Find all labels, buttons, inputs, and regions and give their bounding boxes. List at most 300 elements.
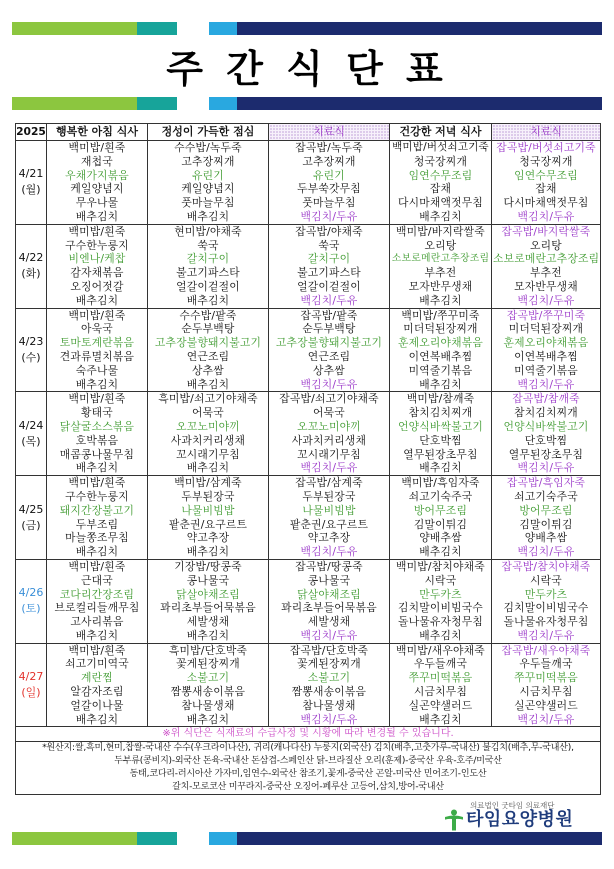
breakfast-menu-item: 구수한누룽지 <box>65 238 129 252</box>
stripe-segment-green <box>12 97 137 110</box>
origin-line: *원산지:쌀,흑미,현미,찹쌀-국내산 수수(우크라이나산), 귀리(캐나다산) 누룽지(외국산) 김치(배추,고춧가루-국내산) 불김치(배추,무-국내산), <box>42 743 574 754</box>
lunch-header <box>148 124 269 141</box>
lunch-menu-item: 참나물생채 <box>181 698 235 712</box>
breakfast-cell <box>47 559 148 643</box>
breakfast-menu-item: 백미밥/흰죽 <box>68 224 126 238</box>
stripe-segment-green <box>12 832 137 845</box>
lunch-menu-item: 꽃게된장찌개 <box>176 657 240 671</box>
breakfast-header-label: 행복한 아침 식사 <box>55 125 139 138</box>
year-header <box>16 124 47 141</box>
dinner-therapy-menu-item: 잡곡밥/참치야채죽 <box>501 559 591 573</box>
breakfast-menu-item: 계란찜 <box>81 671 113 685</box>
dinner-therapy-menu-item: 다시마채액젓무침 <box>503 196 589 210</box>
breakfast-menu-item: 백미밥/흰죽 <box>68 141 126 154</box>
notice-row <box>16 727 601 742</box>
year-label: 2025 <box>16 125 46 138</box>
stripe-segment-cyan <box>209 97 237 110</box>
date-label: 4/21 <box>18 167 44 181</box>
lunch-menu-item: 흑미밥/단호박죽 <box>168 643 248 657</box>
lunch-cell <box>148 559 269 643</box>
date-label: 4/23 <box>18 334 44 348</box>
origin-cell <box>16 742 601 795</box>
dinner-menu-item: 백미밥/새우야채죽 <box>396 643 485 657</box>
date-cell <box>16 392 47 476</box>
breakfast-menu-item: 호박볶음 <box>75 433 119 447</box>
lunch-cell <box>148 392 269 476</box>
dinner-therapy-menu-item: 양배추쌈 <box>524 531 568 545</box>
lunch-therapy-menu-item: 풋마늘무침 <box>302 196 356 210</box>
dinner-therapy-menu-item: 실곤약샐러드 <box>514 698 578 712</box>
dinner-menu-item: 백미밥/참깨죽 <box>406 392 475 406</box>
breakfast-cell <box>47 141 148 225</box>
dinner-therapy-menu-item: 김말이튀김 <box>519 517 573 531</box>
lunch-menu-item: 갈치구이 <box>186 252 230 266</box>
dinner-menu-item: 열무된장초무침 <box>403 447 478 461</box>
dinner-cell <box>390 559 492 643</box>
lunch-therapy-cell <box>269 476 390 560</box>
weekday-label: (목) <box>21 434 41 448</box>
dinner-menu-item: 배추김치 <box>419 628 462 642</box>
lunch-menu-item: 배추김치 <box>186 545 230 559</box>
dinner-menu-item: 소보로메란고추장조림 <box>391 253 490 265</box>
day-row <box>16 308 601 392</box>
lunch-therapy-cell <box>269 559 390 643</box>
dinner-therapy-menu-item: 미역줄기볶음 <box>514 363 578 377</box>
lunch-therapy-menu-item: 어묵국 <box>313 406 345 420</box>
lunch-therapy-menu-item: 잡곡밥/녹두죽 <box>295 141 363 154</box>
lunch-menu-item: 꼬시래기무침 <box>176 447 240 461</box>
lunch-menu-item: 꽈리초부들어묵볶음 <box>160 601 256 615</box>
breakfast-menu-item: 배추김치 <box>75 209 119 223</box>
lunch-therapy-menu-item: 백김치/두유 <box>300 712 358 726</box>
hospital-name: 타임요양병원 <box>466 809 574 830</box>
dinner-therapy-menu-item: 오리탕 <box>530 238 562 252</box>
dinner-menu-item: 백미밥/버섯쇠고기죽 <box>392 141 489 153</box>
dinner-therapy-header-label: 치료식 <box>530 125 562 138</box>
breakfast-menu-item: 배추김치 <box>75 628 119 642</box>
dinner-therapy-menu-item: 만두카츠 <box>524 587 568 601</box>
lunch-therapy-menu-item: 잡곡밥/땅콩죽 <box>295 559 363 573</box>
dinner-therapy-menu-item: 잡곡밥/흑임자죽 <box>506 476 586 490</box>
dinner-therapy-menu-item: 방어무조림 <box>519 503 573 517</box>
lunch-therapy-menu-item: 팥춘권/요구르트 <box>289 517 369 531</box>
lunch-therapy-menu-item: 잡곡밥/단호박죽 <box>289 643 369 657</box>
dinner-menu-item: 다시마채액젓무침 <box>397 196 484 210</box>
breakfast-menu-item: 브로컬리들깨무침 <box>54 601 140 615</box>
lunch-therapy-menu-item: 잡곡밥/팥죽 <box>300 308 358 322</box>
breakfast-menu-item: 황태국 <box>81 406 113 420</box>
dinner-therapy-menu-item: 백김치/두유 <box>517 461 575 475</box>
weekday-label: (금) <box>21 518 41 532</box>
dinner-therapy-menu-item: 잡곡밥/버섯쇠고기죽 <box>496 141 596 154</box>
dinner-menu-item: 배추김치 <box>419 209 462 223</box>
breakfast-menu-item: 무우나물 <box>75 196 119 210</box>
dinner-therapy-menu-item: 쇠고기숙주국 <box>514 489 578 503</box>
dinner-therapy-menu-item: 시락국 <box>530 573 562 587</box>
lunch-cell <box>148 141 269 225</box>
date-label: 4/24 <box>18 418 44 432</box>
lunch-therapy-menu-item: 나물비빔밥 <box>302 503 356 517</box>
breakfast-menu-item: 닭살굴소스볶음 <box>59 419 135 433</box>
lunch-therapy-menu-item: 백김치/두유 <box>300 461 358 475</box>
breakfast-cell <box>47 224 148 308</box>
dinner-menu-item: 김치말이비빔국수 <box>397 601 484 615</box>
breakfast-menu-item: 근대국 <box>81 573 113 587</box>
lunch-therapy-menu-item: 갈치구이 <box>307 252 351 266</box>
lunch-menu-item: 순두부백탕 <box>181 322 235 336</box>
day-row <box>16 559 601 643</box>
date-cell <box>16 643 47 727</box>
breakfast-menu-item: 배추김치 <box>75 545 119 559</box>
title-underline-stripe <box>0 97 614 110</box>
dinner-menu-item: 부추전 <box>424 266 457 280</box>
dinner-menu-item: 배추김치 <box>419 461 462 475</box>
dinner-menu-item: 방어무조림 <box>413 503 468 517</box>
dinner-menu-item: 언양식바싹불고기 <box>397 419 484 433</box>
lunch-cell <box>148 224 269 308</box>
weekday-label: (일) <box>21 686 41 700</box>
lunch-therapy-menu-item: 세발생채 <box>307 615 351 629</box>
date-cell <box>16 476 47 560</box>
dinner-menu-item: 배추김치 <box>419 293 462 307</box>
dinner-menu-item: 백미밥/바지락쌀죽 <box>396 224 485 238</box>
lunch-menu-item: 풋마늘무침 <box>181 196 235 210</box>
lunch-cell <box>148 643 269 727</box>
lunch-menu-item: 고추장불향돼지불고기 <box>154 336 262 350</box>
lunch-therapy-menu-item: 잡곡밥/야채죽 <box>295 224 363 238</box>
dinner-menu-item: 임연수무조림 <box>408 168 473 182</box>
lunch-therapy-cell <box>269 643 390 727</box>
lunch-therapy-menu-item: 꽃게된장찌개 <box>297 657 361 671</box>
dinner-menu-item: 시락국 <box>424 573 457 587</box>
dinner-therapy-menu-item: 잡채 <box>535 182 557 196</box>
dinner-menu-item: 미더덕된장찌개 <box>403 322 478 336</box>
lunch-therapy-menu-item: 짬뽕새송이볶음 <box>291 685 367 699</box>
breakfast-menu-item: 백미밥/흰죽 <box>68 643 126 657</box>
dinner-therapy-menu-item: 쭈꾸미떡볶음 <box>514 671 578 685</box>
lunch-therapy-menu-item: 연근조림 <box>307 349 351 363</box>
lunch-menu-item: 배추김치 <box>186 293 230 307</box>
origin-line: 동태,코다리-러시아산 가자미,임연수-외국산 참조기,꽃게-중국산 곤알-미국산 민어조기-인도산 <box>129 769 487 780</box>
origin-line: 갈치-모로코산 미꾸라지-중국산 오징어-페루산 고등어,삼치,방어-국내산 <box>172 782 444 793</box>
breakfast-menu-item: 마늘쫑조무침 <box>65 531 129 545</box>
dinner-therapy-cell <box>492 224 601 308</box>
lunch-therapy-menu-item: 약고추장 <box>307 531 351 545</box>
dinner-menu-item: 백미밥/참치야채죽 <box>396 559 485 573</box>
lunch-menu-item: 배추김치 <box>186 377 230 391</box>
lunch-therapy-menu-item: 순두부백탕 <box>302 322 356 336</box>
dinner-menu-item: 우두들깨국 <box>413 657 468 671</box>
header-row <box>16 124 601 141</box>
dinner-therapy-menu-item: 잡곡밥/새우야채죽 <box>501 643 591 657</box>
lunch-therapy-menu-item: 유린기 <box>313 168 345 182</box>
lunch-header-label: 정성이 가득한 점심 <box>161 125 255 138</box>
lunch-menu-item: 콩나물국 <box>186 573 230 587</box>
lunch-therapy-cell <box>269 224 390 308</box>
dinner-therapy-menu-item: 모자반무생채 <box>514 279 578 293</box>
breakfast-menu-item: 두부조림 <box>75 517 119 531</box>
breakfast-menu-item: 백미밥/흰죽 <box>68 559 126 573</box>
lunch-menu-item: 짬뽕새송이볶음 <box>170 685 246 699</box>
lunch-menu-item: 수수밥/녹두죽 <box>174 141 242 154</box>
stripe-segment-navy <box>237 22 602 35</box>
foundation-name: 의료법인 굿타임 의료재단 <box>470 801 555 810</box>
breakfast-menu-item: 토마토계란볶음 <box>59 336 135 350</box>
dinner-therapy-menu-item: 백김치/두유 <box>517 209 575 223</box>
dinner-therapy-cell <box>492 643 601 727</box>
breakfast-menu-item: 코다리간장조림 <box>59 587 135 601</box>
lunch-menu-item: 수수밥/팥죽 <box>179 308 237 322</box>
lunch-therapy-menu-item: 닭살야채조림 <box>297 587 361 601</box>
dinner-menu-item: 만두카츠 <box>419 587 462 601</box>
weekday-label: (월) <box>21 183 41 197</box>
dinner-therapy-menu-item: 김치말이비빔국수 <box>503 601 589 615</box>
dinner-therapy-menu-item: 청국장찌개 <box>519 154 573 168</box>
stripe-segment-green <box>12 22 137 35</box>
dinner-cell <box>390 643 492 727</box>
date-label: 4/26 <box>18 586 44 600</box>
lunch-menu-item: 유린기 <box>192 168 224 182</box>
weekly-menu-table <box>15 123 601 795</box>
lunch-therapy-menu-item: 상추쌈 <box>313 363 345 377</box>
dinner-therapy-menu-item: 시금치무침 <box>519 685 573 699</box>
dinner-menu-item: 훈제오리야채볶음 <box>397 336 484 350</box>
date-label: 4/22 <box>18 251 44 265</box>
dinner-menu-item: 시금치무침 <box>413 685 468 699</box>
lunch-therapy-cell <box>269 308 390 392</box>
dinner-menu-item: 쇠고기숙주국 <box>408 489 473 503</box>
breakfast-cell <box>47 643 148 727</box>
dinner-therapy-menu-item: 언양식바싹불고기 <box>503 419 589 433</box>
lunch-menu-item: 현미밥/야채죽 <box>174 224 242 238</box>
lunch-menu-item: 연근조림 <box>186 349 230 363</box>
lunch-menu-item: 소불고기 <box>186 671 230 685</box>
lunch-menu-item: 백미밥/삼계죽 <box>174 476 242 490</box>
dinner-therapy-menu-item: 임연수무조림 <box>514 168 578 182</box>
lunch-menu-item: 사과치커리생채 <box>170 433 246 447</box>
breakfast-menu-item: 쇠고기미역국 <box>65 657 129 671</box>
date-cell <box>16 224 47 308</box>
breakfast-menu-item: 배추김치 <box>75 293 119 307</box>
lunch-therapy-menu-item: 참나물생채 <box>302 698 356 712</box>
lunch-menu-item: 약고추장 <box>186 531 230 545</box>
lunch-therapy-menu-item: 백김치/두유 <box>300 377 358 391</box>
lunch-menu-item: 닭살야채조림 <box>176 587 240 601</box>
dinner-menu-item: 돌나물유자청무침 <box>397 615 484 629</box>
lunch-menu-item: 세발생채 <box>186 615 230 629</box>
lunch-menu-item: 얼갈이겉절이 <box>176 279 240 293</box>
dinner-therapy-menu-item: 훈제오리야채볶음 <box>503 336 589 350</box>
dinner-menu-item: 쭈꾸미떡볶음 <box>408 671 473 685</box>
date-label: 4/25 <box>18 502 44 516</box>
lunch-therapy-menu-item: 오꼬노미야끼 <box>297 419 361 433</box>
breakfast-menu-item: 숙주나물 <box>75 363 119 377</box>
day-row <box>16 141 601 225</box>
dinner-menu-item: 백미밥/흑임자죽 <box>401 476 480 490</box>
dinner-menu-item: 모자반무생채 <box>408 279 473 293</box>
breakfast-cell <box>47 476 148 560</box>
lunch-menu-item: 배추김치 <box>186 209 230 223</box>
dinner-cell <box>390 224 492 308</box>
dinner-therapy-cell <box>492 559 601 643</box>
lunch-menu-item: 케일양념지 <box>181 182 235 196</box>
dinner-therapy-menu-item: 이연복배추찜 <box>514 349 578 363</box>
dinner-therapy-menu-item: 백김치/두유 <box>517 377 575 391</box>
lunch-menu-item: 흑미밥/쇠고기야채죽 <box>158 392 258 406</box>
dinner-menu-item: 단호박찜 <box>419 433 462 447</box>
dinner-cell <box>390 476 492 560</box>
lunch-menu-item: 불고기파스타 <box>176 266 240 280</box>
breakfast-menu-item: 비엔나/케찹 <box>68 252 126 266</box>
weekday-label: (화) <box>21 267 41 281</box>
lunch-therapy-menu-item: 고추장찌개 <box>302 154 356 168</box>
breakfast-menu-item: 백미밥/흰죽 <box>68 476 126 490</box>
dinner-menu-item: 실곤약샐러드 <box>408 698 473 712</box>
lunch-menu-item: 나물비빔밥 <box>181 503 235 517</box>
dinner-therapy-menu-item: 우두들깨국 <box>519 657 573 671</box>
breakfast-menu-item: 백미밥/흰죽 <box>68 392 126 406</box>
hospital-logo-icon <box>444 809 464 831</box>
top-stripe <box>0 22 614 35</box>
breakfast-menu-item: 구수한누룽지 <box>65 489 129 503</box>
stripe-segment-teal <box>137 22 177 35</box>
lunch-therapy-menu-item: 백김치/두유 <box>300 209 358 223</box>
dinner-therapy-cell <box>492 308 601 392</box>
dinner-therapy-menu-item: 참치김치찌개 <box>514 406 578 420</box>
lunch-menu-item: 오꼬노미야끼 <box>176 419 240 433</box>
breakfast-menu-item: 오징어젓갈 <box>70 279 124 293</box>
dinner-menu-item: 잡채 <box>429 182 452 196</box>
breakfast-menu-item: 배추김치 <box>75 461 119 475</box>
lunch-menu-item: 배추김치 <box>186 628 230 642</box>
dinner-therapy-menu-item: 백김치/두유 <box>517 293 575 307</box>
bottom-stripe <box>0 832 614 845</box>
lunch-therapy-menu-item: 고추장불향돼지불고기 <box>275 336 383 350</box>
hospital-logo <box>444 809 600 831</box>
lunch-menu-item: 쑥국 <box>197 238 219 252</box>
breakfast-menu-item: 고사리볶음 <box>70 615 124 629</box>
stripe-segment-teal <box>137 97 177 110</box>
lunch-menu-item: 고추장찌개 <box>181 154 235 168</box>
page-title: 주 간 식 단 표 <box>166 47 448 91</box>
stripe-segment-navy <box>237 832 602 845</box>
breakfast-menu-item: 얼갈이나물 <box>70 698 124 712</box>
lunch-therapy-menu-item: 두부된장국 <box>302 489 356 503</box>
dinner-cell <box>390 141 492 225</box>
dinner-menu-item: 청국장찌개 <box>413 154 468 168</box>
day-row <box>16 224 601 308</box>
origin-row <box>16 742 601 795</box>
dinner-therapy-menu-item: 백김치/두유 <box>517 545 575 559</box>
breakfast-menu-item: 우채가지볶음 <box>65 168 129 182</box>
dinner-menu-item: 배추김치 <box>419 545 462 559</box>
dinner-menu-item: 김말이튀김 <box>413 517 468 531</box>
lunch-therapy-menu-item: 쑥국 <box>318 238 340 252</box>
lunch-cell <box>148 476 269 560</box>
breakfast-menu-item: 감자채볶음 <box>70 266 124 280</box>
menu-change-notice: ※위 식단은 식재료의 수급사정 및 시황에 따라 변경될 수 있습니다. <box>162 728 454 740</box>
dinner-therapy-menu-item: 소보로메란고추장조림 <box>493 252 600 266</box>
dinner-therapy-menu-item: 단호박찜 <box>524 433 568 447</box>
dinner-header <box>390 124 492 141</box>
lunch-menu-item: 어묵국 <box>192 406 224 420</box>
lunch-menu-item: 상추쌈 <box>192 363 224 377</box>
dinner-therapy-menu-item: 백김치/두유 <box>517 712 575 726</box>
date-cell <box>16 141 47 225</box>
dinner-menu-item: 배추김치 <box>419 712 462 726</box>
breakfast-menu-item: 재첩국 <box>81 154 113 168</box>
date-label: 4/27 <box>18 670 44 684</box>
dinner-cell <box>390 308 492 392</box>
stripe-segment-navy <box>237 97 602 110</box>
lunch-therapy-menu-item: 불고기파스타 <box>297 266 361 280</box>
breakfast-cell <box>47 392 148 476</box>
dinner-therapy-menu-item: 백김치/두유 <box>517 628 575 642</box>
breakfast-menu-item: 배추김치 <box>75 712 119 726</box>
dinner-therapy-menu-item: 잡곡밥/쭈꾸미죽 <box>506 308 586 322</box>
lunch-therapy-menu-item: 두부쑥갓무침 <box>297 182 361 196</box>
lunch-therapy-header <box>269 124 390 141</box>
notice-cell <box>16 727 601 742</box>
lunch-therapy-menu-item: 사과치커리생채 <box>291 433 367 447</box>
dinner-menu-item: 양배추쌈 <box>419 531 462 545</box>
lunch-menu-item: 배추김치 <box>186 461 230 475</box>
dinner-menu-item: 미역줄기볶음 <box>408 363 473 377</box>
dinner-therapy-menu-item: 잡곡밥/바지락쌀죽 <box>501 224 591 238</box>
lunch-therapy-menu-item: 콩나물국 <box>307 573 351 587</box>
dinner-header-label: 건강한 저녁 식사 <box>399 125 482 138</box>
lunch-therapy-menu-item: 백김치/두유 <box>300 628 358 642</box>
dinner-menu-item: 배추김치 <box>419 377 462 391</box>
breakfast-menu-item: 배추김치 <box>75 377 119 391</box>
date-cell <box>16 559 47 643</box>
dinner-menu-item: 백미밥/쭈꾸미죽 <box>401 308 480 322</box>
weekday-label: (수) <box>21 350 41 364</box>
breakfast-menu-item: 매콤콩나물무침 <box>59 447 135 461</box>
dinner-therapy-cell <box>492 141 601 225</box>
lunch-therapy-menu-item: 백김치/두유 <box>300 293 358 307</box>
dinner-menu-item: 참치김치찌개 <box>408 406 473 420</box>
dinner-therapy-cell <box>492 392 601 476</box>
lunch-cell <box>148 308 269 392</box>
breakfast-menu-item: 아욱국 <box>81 322 113 336</box>
breakfast-menu-item: 돼지간장불고기 <box>59 503 135 517</box>
lunch-therapy-cell <box>269 141 390 225</box>
day-row <box>16 392 601 476</box>
stripe-segment-cyan <box>209 832 237 845</box>
dinner-therapy-menu-item: 잡곡밥/참깨죽 <box>512 392 580 406</box>
dinner-therapy-cell <box>492 476 601 560</box>
lunch-menu-item: 배추김치 <box>186 712 230 726</box>
dinner-cell <box>390 392 492 476</box>
dinner-therapy-menu-item: 돌나물유자청무침 <box>503 615 589 629</box>
lunch-therapy-menu-item: 잡곡밥/삼계죽 <box>295 476 363 490</box>
breakfast-menu-item: 알감자조림 <box>70 685 124 699</box>
dinner-menu-item: 이연복배추찜 <box>408 349 473 363</box>
breakfast-menu-item: 견과류멸치볶음 <box>59 349 135 363</box>
origin-line: 두부류(콩비지)-외국산 돈육-국내산 돈삼겹-스페인산 닭-브라질산 오리(훈제)-중국산 우육-호주/미국산 <box>114 756 502 767</box>
stripe-segment-cyan <box>209 22 237 35</box>
lunch-therapy-cell <box>269 392 390 476</box>
day-row <box>16 476 601 560</box>
dinner-therapy-header <box>492 124 601 141</box>
lunch-therapy-menu-item: 얼갈이겉절이 <box>297 279 361 293</box>
date-cell <box>16 308 47 392</box>
lunch-therapy-menu-item: 백김치/두유 <box>300 545 358 559</box>
stripe-segment-teal <box>137 832 177 845</box>
breakfast-menu-item: 백미밥/흰죽 <box>68 308 126 322</box>
dinner-therapy-menu-item: 미더덕된장찌개 <box>508 322 584 336</box>
